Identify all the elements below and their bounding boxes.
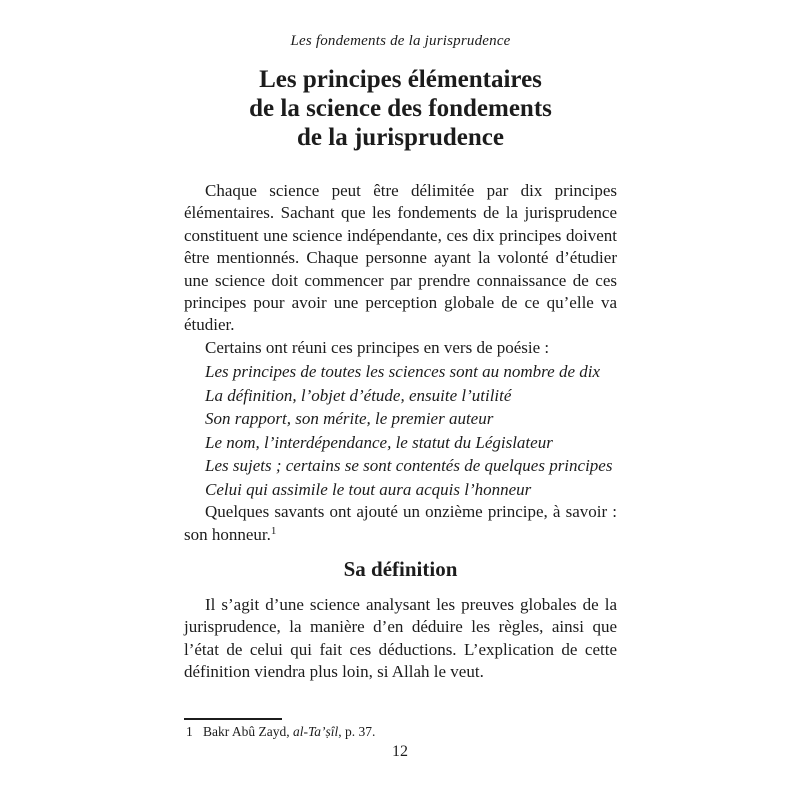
chapter-title bbox=[184, 65, 617, 152]
footnote-separator-rule bbox=[184, 718, 282, 720]
text-column bbox=[184, 32, 617, 684]
poem-verse-2: La définition, l’objet d’étude, ensuite l’utilité bbox=[205, 385, 512, 405]
poem-verse-5: Les sujets ; certains se sont contentés de quelques principes bbox=[205, 456, 613, 476]
footnote-text-after: , p. 37. bbox=[338, 724, 376, 739]
footnote-text-before: Bakr Abû Zayd, bbox=[203, 724, 293, 739]
chapter-title-line-2: de la science des fondements bbox=[249, 95, 552, 122]
poem-verse-1: Les principes de toutes les sciences sont au nombre de dix bbox=[205, 362, 601, 382]
addition-paragraph bbox=[184, 501, 617, 546]
footnote-marker: 1 bbox=[186, 724, 193, 739]
page-number: 12 bbox=[392, 743, 408, 760]
footnote-work-title: al-Ta’ṣîl bbox=[293, 724, 339, 739]
intro-paragraph: Chaque science peut être délimitée par dix principes élémentaires. Sachant que les fondements de la jurisprudence constituent une science indépendante, ces dix principes doivent être mentionnés. Chaque personne ayant la volonté d’étudier une science doit commencer par prendre connaissance de ces principes pour avoir une perception globale de ce qu’elle va étudier. bbox=[184, 181, 617, 335]
chapter-title-line-3: de la jurisprudence bbox=[297, 124, 504, 151]
poem-verse-6: Celui qui assimile le tout aura acquis l’honneur bbox=[205, 479, 532, 499]
poem-intro-line: Certains ont réuni ces principes en vers de poésie : bbox=[205, 337, 550, 357]
poem-verses bbox=[184, 360, 617, 501]
definition-paragraph: Il s’agit d’une science analysant les preuves globales de la jurisprudence, la manière d’en déduire les règles, ainsi que l’état de celui qui fait ces déductions. L’explication de cette définition viendra plus loin, si Allah le veut. bbox=[184, 595, 617, 682]
footnote bbox=[184, 723, 619, 740]
footnote-reference: 1 bbox=[270, 524, 277, 537]
poem-verse-3: Son rapport, son mérite, le premier auteur bbox=[205, 409, 494, 429]
chapter-title-line-1: Les principes élémentaires bbox=[259, 66, 542, 93]
section-heading-definition: Sa définition bbox=[343, 557, 458, 582]
running-header: Les fondements de la jurisprudence bbox=[290, 33, 511, 49]
addition-text: Quelques savants ont ajouté un onzième principe, à savoir : son honneur. bbox=[184, 502, 617, 544]
poem-verse-4: Le nom, l’interdépendance, le statut du Législateur bbox=[205, 432, 553, 452]
